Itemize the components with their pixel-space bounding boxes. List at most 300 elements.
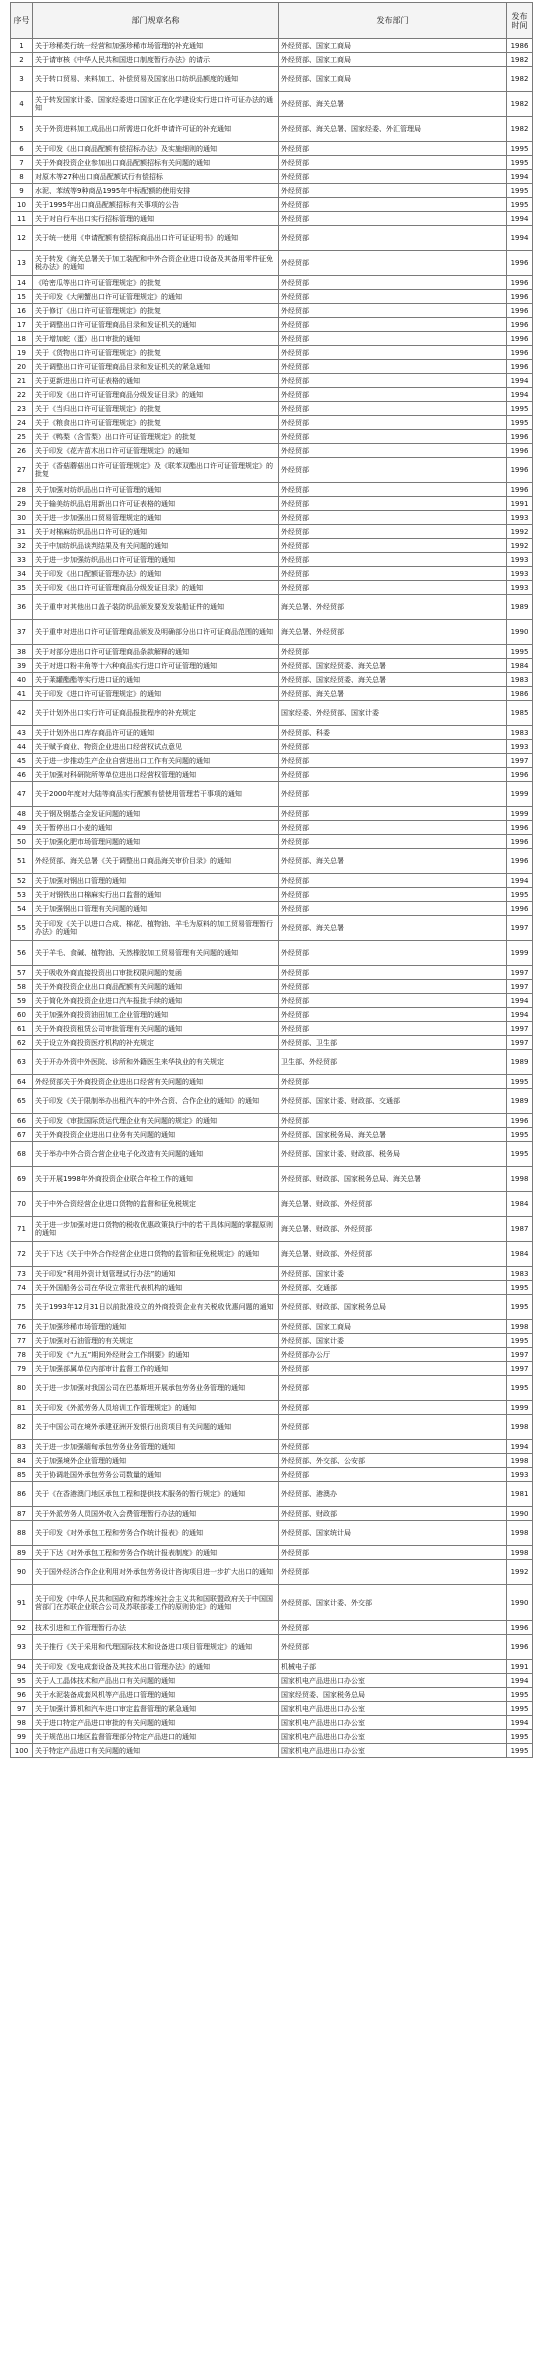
table-row — [11, 1401, 533, 1415]
row-number: 52 — [11, 874, 33, 888]
issuing-department: 外经贸部、海关总署、国家经委、外汇管理局 — [279, 117, 507, 142]
regulation-title: 关于印发《出口许可证管理商品分级发证目录》的通知 — [33, 581, 279, 595]
regulation-title: 关于印发《审批国际货运代理企业有关问题的规定》的通知 — [33, 1114, 279, 1128]
issuing-department: 外经贸部、科委 — [279, 726, 507, 740]
issuing-department: 外经贸部 — [279, 1114, 507, 1128]
row-number: 88 — [11, 1521, 33, 1546]
issuing-department: 外经贸部 — [279, 198, 507, 212]
row-number: 71 — [11, 1217, 33, 1242]
issue-year: 1993 — [507, 567, 533, 581]
issue-year: 1993 — [507, 581, 533, 595]
table-row — [11, 1730, 533, 1744]
row-number: 29 — [11, 497, 33, 511]
regulation-title: 关于外资进料加工成品出口所需进口化纤申请许可证的补充通知 — [33, 117, 279, 142]
table-row — [11, 539, 533, 553]
table-row — [11, 595, 533, 620]
issuing-department: 外经贸部 — [279, 497, 507, 511]
table-row — [11, 1440, 533, 1454]
table-row — [11, 1560, 533, 1585]
issuing-department: 国家机电产品进出口办公室 — [279, 1716, 507, 1730]
issue-year: 1994 — [507, 1008, 533, 1022]
issue-year: 1996 — [507, 430, 533, 444]
table-row — [11, 525, 533, 539]
row-number: 39 — [11, 659, 33, 673]
regulation-title: 关于加强对钢出口管理的通知 — [33, 874, 279, 888]
table-header-row — [11, 3, 533, 39]
row-number: 91 — [11, 1585, 33, 1621]
issuing-department: 外经贸部 — [279, 1401, 507, 1415]
issuing-department: 外经贸部、国家计委 — [279, 1267, 507, 1281]
issue-year: 1994 — [507, 212, 533, 226]
table-row — [11, 1036, 533, 1050]
issue-year: 1981 — [507, 1482, 533, 1507]
table-row — [11, 807, 533, 821]
row-number: 18 — [11, 332, 33, 346]
issue-year: 1994 — [507, 1440, 533, 1454]
row-number: 84 — [11, 1454, 33, 1468]
issuing-department: 外经贸部、国家工商局 — [279, 53, 507, 67]
table-row — [11, 1546, 533, 1560]
row-number: 46 — [11, 768, 33, 782]
row-number: 58 — [11, 980, 33, 994]
issuing-department: 外经贸部 — [279, 346, 507, 360]
row-number: 53 — [11, 888, 33, 902]
issuing-department: 外经贸部 — [279, 1560, 507, 1585]
issue-year: 1996 — [507, 251, 533, 276]
row-number: 43 — [11, 726, 33, 740]
table-row — [11, 430, 533, 444]
issuing-department: 国家机电产品进出口办公室 — [279, 1730, 507, 1744]
issue-year: 1996 — [507, 290, 533, 304]
issuing-department: 外经贸部、财政部、国家税务总局 — [279, 1295, 507, 1320]
row-number: 1 — [11, 39, 33, 53]
regulation-title: 外经贸部、海关总署《关于调整出口商品海关审价目录》的通知 — [33, 849, 279, 874]
regulation-title: 关于对部分进出口许可证管理商品条款解释的通知 — [33, 645, 279, 659]
issue-year: 1992 — [507, 525, 533, 539]
regulation-title: 关于印发《关于以进口合成、棉花、植物油、羊毛为原料的加工贸易管理暂行办法》的通知 — [33, 916, 279, 941]
issuing-department: 外经贸部 — [279, 290, 507, 304]
table-row — [11, 821, 533, 835]
issue-year: 1983 — [507, 1267, 533, 1281]
issue-year: 1990 — [507, 1585, 533, 1621]
issue-year: 1991 — [507, 497, 533, 511]
table-row — [11, 1454, 533, 1468]
row-number: 94 — [11, 1660, 33, 1674]
table-row — [11, 782, 533, 807]
table-row — [11, 483, 533, 497]
table-row — [11, 1334, 533, 1348]
row-number: 35 — [11, 581, 33, 595]
row-number: 23 — [11, 402, 33, 416]
header-year: 发布时间 — [507, 3, 533, 39]
regulation-title: 关于印发《中华人民共和国政府和苏维埃社会主义共和国联盟政府关于中国国营部门在苏联企业联合公司及苏联部委工作的原则协定》的通知 — [33, 1585, 279, 1621]
regulation-title: 关于推行《关于采用和代理国际技术和设备进口项目管理规定》的通知 — [33, 1635, 279, 1660]
regulation-title: 关于对钢铁出口棉麻实行出口监督的通知 — [33, 888, 279, 902]
issue-year: 1996 — [507, 318, 533, 332]
row-number: 86 — [11, 1482, 33, 1507]
issuing-department: 国家机电产品进出口办公室 — [279, 1702, 507, 1716]
table-row — [11, 1008, 533, 1022]
issue-year: 1990 — [507, 1507, 533, 1521]
issue-year: 1996 — [507, 304, 533, 318]
table-row — [11, 581, 533, 595]
row-number: 83 — [11, 1440, 33, 1454]
issue-year: 1995 — [507, 416, 533, 430]
regulation-title: 关于莱罐酯酯等实行进口证的通知 — [33, 673, 279, 687]
row-number: 96 — [11, 1688, 33, 1702]
issuing-department: 外经贸部 — [279, 1022, 507, 1036]
row-number: 60 — [11, 1008, 33, 1022]
regulation-title: 关于进一步加强对进口货物的税收优惠政策执行中的若干具体问题的掌握原则的通知 — [33, 1217, 279, 1242]
regulation-title: 关于开办外资中外医院、诊所和外籍医生来华执业的有关规定 — [33, 1050, 279, 1075]
row-number: 51 — [11, 849, 33, 874]
regulation-title: 关于计划外出口库存商品许可证的通知 — [33, 726, 279, 740]
regulation-title: 关于印发《外派劳务人员培训工作管理规定》的通知 — [33, 1401, 279, 1415]
row-number: 59 — [11, 994, 33, 1008]
regulation-title: 关于转口贸易、来料加工、补偿贸易及国家出口纺织品额度的通知 — [33, 67, 279, 92]
row-number: 9 — [11, 184, 33, 198]
issue-year: 1995 — [507, 1128, 533, 1142]
issue-year: 1995 — [507, 1744, 533, 1758]
table-row — [11, 1192, 533, 1217]
issuing-department: 外经贸部 — [279, 645, 507, 659]
regulation-title: 关于加强对石油管理的有关规定 — [33, 1334, 279, 1348]
issuing-department: 外经贸部 — [279, 402, 507, 416]
issue-year: 1995 — [507, 142, 533, 156]
issuing-department: 外经贸部、交通部 — [279, 1281, 507, 1295]
regulation-title: 关于印发《大闸蟹出口许可证管理规定》的通知 — [33, 290, 279, 304]
issuing-department: 外经贸部、国家计委、外交部 — [279, 1585, 507, 1621]
table-row — [11, 687, 533, 701]
table-row — [11, 1521, 533, 1546]
regulation-title: 关于规范出口地区监督管理部分特定产品进口的通知 — [33, 1730, 279, 1744]
issuing-department: 外经贸部 — [279, 994, 507, 1008]
row-number: 54 — [11, 902, 33, 916]
regulation-title: 关于进口特定产品进口审批的有关问题的通知 — [33, 1716, 279, 1730]
regulation-title: 关于加强部属单位内部审计监督工作的通知 — [33, 1362, 279, 1376]
issue-year: 1994 — [507, 1674, 533, 1688]
issuing-department: 外经贸部、卫生部 — [279, 1036, 507, 1050]
issuing-department: 海关总署、外经贸部 — [279, 620, 507, 645]
issue-year: 1999 — [507, 782, 533, 807]
regulation-title: 关于《在香港澳门地区承包工程和提供技术服务的暂行规定》的通知 — [33, 1482, 279, 1507]
table-row — [11, 1376, 533, 1401]
regulation-title: 关于吸收外商直接投资出口审批权限问题的复函 — [33, 966, 279, 980]
row-number: 13 — [11, 251, 33, 276]
row-number: 100 — [11, 1744, 33, 1758]
issue-year: 1995 — [507, 198, 533, 212]
issue-year: 1996 — [507, 1114, 533, 1128]
table-row — [11, 1660, 533, 1674]
issuing-department: 外经贸部、国家工商局 — [279, 1320, 507, 1334]
issuing-department: 外经贸部、海关总署 — [279, 916, 507, 941]
issuing-department: 海关总署、外经贸部 — [279, 595, 507, 620]
regulation-title: 关于加强计算机和汽车进口审定监督管理的紧急通知 — [33, 1702, 279, 1716]
row-number: 81 — [11, 1401, 33, 1415]
table-body — [11, 39, 533, 1758]
issuing-department: 外经贸部 — [279, 1376, 507, 1401]
regulation-title: 关于外国船务公司在华设立常驻代表机构的通知 — [33, 1281, 279, 1295]
row-number: 4 — [11, 92, 33, 117]
regulation-title: 关于加强对科研院所等单位进出口经营权管理的通知 — [33, 768, 279, 782]
row-number: 78 — [11, 1348, 33, 1362]
regulation-title: 关于中外合资经营企业进口货物的监督和征免税规定 — [33, 1192, 279, 1217]
table-row — [11, 497, 533, 511]
issue-year: 1997 — [507, 980, 533, 994]
issue-year: 1982 — [507, 117, 533, 142]
issuing-department: 机械电子部 — [279, 1660, 507, 1674]
issue-year: 1995 — [507, 1281, 533, 1295]
regulation-title: 关于《鸭梨（含雪梨）出口许可证管理规定》的批复 — [33, 430, 279, 444]
table-row — [11, 67, 533, 92]
issuing-department: 外经贸部 — [279, 483, 507, 497]
issue-year: 1996 — [507, 346, 533, 360]
issue-year: 1993 — [507, 511, 533, 525]
table-row — [11, 754, 533, 768]
regulation-title: 关于国外经济合作企业利用对外承包劳务设计咨询项目进一步扩大出口的通知 — [33, 1560, 279, 1585]
table-row — [11, 902, 533, 916]
issue-year: 1998 — [507, 1454, 533, 1468]
regulation-title: 关于《货物出口许可证管理规定》的批复 — [33, 346, 279, 360]
row-number: 95 — [11, 1674, 33, 1688]
regulation-title: 关于珍稀类行统一经营和加强珍稀市场管理的补充通知 — [33, 39, 279, 53]
table-row — [11, 1621, 533, 1635]
issuing-department: 外经贸部 — [279, 170, 507, 184]
regulation-title: 关于简化外商投资企业进口汽车报批手续的通知 — [33, 994, 279, 1008]
table-row — [11, 170, 533, 184]
issue-year: 1989 — [507, 1089, 533, 1114]
table-row — [11, 1674, 533, 1688]
regulation-title: 关于调整出口许可证管理商品目录和发证机关的紧急通知 — [33, 360, 279, 374]
issue-year: 1996 — [507, 902, 533, 916]
row-number: 34 — [11, 567, 33, 581]
issuing-department: 外经贸部、海关总署 — [279, 849, 507, 874]
regulation-title: 关于加强外商投资油田加工企业管理的通知 — [33, 1008, 279, 1022]
issue-year: 1997 — [507, 966, 533, 980]
issuing-department: 外经贸部 — [279, 754, 507, 768]
table-row — [11, 1482, 533, 1507]
issue-year: 1984 — [507, 1242, 533, 1267]
row-number: 70 — [11, 1192, 33, 1217]
table-row — [11, 1167, 533, 1192]
issuing-department: 外经贸部 — [279, 318, 507, 332]
issue-year: 1986 — [507, 39, 533, 53]
regulation-title: 关于对棉麻纺织品出口许可证的通知 — [33, 525, 279, 539]
regulation-title: 关于印发《出口配额证管理办法》的通知 — [33, 567, 279, 581]
row-number: 30 — [11, 511, 33, 525]
issue-year: 1994 — [507, 994, 533, 1008]
issuing-department: 外经贸部 — [279, 1635, 507, 1660]
row-number: 92 — [11, 1621, 33, 1635]
issuing-department: 外经贸部、国家计委 — [279, 1334, 507, 1348]
row-number: 33 — [11, 553, 33, 567]
regulation-title: 关于外商投资租赁公司审批管理有关问题的通知 — [33, 1022, 279, 1036]
issue-year: 1997 — [507, 1036, 533, 1050]
table-row — [11, 1507, 533, 1521]
regulation-title: 关于加强境外企业管理的通知 — [33, 1454, 279, 1468]
issue-year: 1994 — [507, 874, 533, 888]
regulation-title: 关于转发国家计委、国家经委进口国家正在化学建设实行进口许可证办法的通知 — [33, 92, 279, 117]
regulation-title: 关于印发“利用外资计划管理试行办法”的通知 — [33, 1267, 279, 1281]
table-row — [11, 184, 533, 198]
row-number: 90 — [11, 1560, 33, 1585]
header-title: 部门规章名称 — [33, 3, 279, 39]
issuing-department: 外经贸部 — [279, 1621, 507, 1635]
issuing-department: 外经贸部 — [279, 1075, 507, 1089]
row-number: 65 — [11, 1089, 33, 1114]
issuing-department: 外经贸部 — [279, 226, 507, 251]
issue-year: 1993 — [507, 1468, 533, 1482]
issuing-department: 外经贸部 — [279, 807, 507, 821]
table-row — [11, 53, 533, 67]
issue-year: 1985 — [507, 701, 533, 726]
table-row — [11, 941, 533, 966]
regulation-title: 关于统一使用《申请配额有偿招标商品出口许可证证明书》的通知 — [33, 226, 279, 251]
issue-year: 1995 — [507, 645, 533, 659]
regulation-title: 关于印发《出口商品配额有偿招标办法》及实施细则的通知 — [33, 142, 279, 156]
regulation-title: 关于转发《海关总署关于加工装配和中外合资企业进口设备及其备用零件征免税办法》的通知 — [33, 251, 279, 276]
table-row — [11, 673, 533, 687]
issuing-department: 外经贸部、财政部 — [279, 1507, 507, 1521]
issuing-department: 外经贸部 — [279, 374, 507, 388]
issuing-department: 外经贸部 — [279, 941, 507, 966]
issuing-department: 外经贸部 — [279, 251, 507, 276]
issue-year: 1997 — [507, 1022, 533, 1036]
table-row — [11, 980, 533, 994]
regulation-title: 关于《当归出口许可证管理规定》的批复 — [33, 402, 279, 416]
issue-year: 1991 — [507, 1660, 533, 1674]
table-row — [11, 1242, 533, 1267]
row-number: 15 — [11, 290, 33, 304]
issuing-department: 外经贸部 — [279, 768, 507, 782]
issuing-department: 外经贸部 — [279, 444, 507, 458]
issuing-department: 海关总署、财政部、外经贸部 — [279, 1242, 507, 1267]
issue-year: 1994 — [507, 388, 533, 402]
table-row — [11, 1142, 533, 1167]
regulation-title: 关于暂停出口小麦的通知 — [33, 821, 279, 835]
issue-year: 1994 — [507, 374, 533, 388]
issuing-department: 外经贸部 — [279, 458, 507, 483]
table-row — [11, 994, 533, 1008]
issuing-department: 外经贸部 — [279, 430, 507, 444]
regulation-title: 关于外派劳务人员国外收入会费管理暂行办法的通知 — [33, 1507, 279, 1521]
row-number: 12 — [11, 226, 33, 251]
regulation-title: 关于外商投资企业进出口业务有关问题的通知 — [33, 1128, 279, 1142]
issuing-department: 外经贸部 — [279, 539, 507, 553]
row-number: 56 — [11, 941, 33, 966]
issuing-department: 外经贸部 — [279, 980, 507, 994]
row-number: 87 — [11, 1507, 33, 1521]
row-number: 50 — [11, 835, 33, 849]
row-number: 31 — [11, 525, 33, 539]
regulation-title: 关于重申对其他出口盖子装防织品颁发要发发装船证件的通知 — [33, 595, 279, 620]
regulation-title: 关于印发《关于限制举办出租汽车的中外合资、合作企业的通知》的通知 — [33, 1089, 279, 1114]
table-row — [11, 1362, 533, 1376]
issue-year: 1983 — [507, 726, 533, 740]
row-number: 44 — [11, 740, 33, 754]
issuing-department: 外经贸部 — [279, 581, 507, 595]
row-number: 7 — [11, 156, 33, 170]
issuing-department: 外经贸部 — [279, 1415, 507, 1440]
issue-year: 1993 — [507, 553, 533, 567]
table-row — [11, 659, 533, 673]
regulation-title: 关于对自行车出口实行招标管理的通知 — [33, 212, 279, 226]
issue-year: 1995 — [507, 184, 533, 198]
issuing-department: 外经贸部办公厅 — [279, 1348, 507, 1362]
issue-year: 1996 — [507, 849, 533, 874]
regulation-title: 关于下达《对外承包工程和劳务合作统计报表制度》的通知 — [33, 1546, 279, 1560]
row-number: 36 — [11, 595, 33, 620]
issue-year: 1997 — [507, 1348, 533, 1362]
regulation-title: 关于修订《出口许可证管理规定》的批复 — [33, 304, 279, 318]
table-row — [11, 1348, 533, 1362]
row-number: 28 — [11, 483, 33, 497]
table-row — [11, 849, 533, 874]
issuing-department: 外经贸部 — [279, 1362, 507, 1376]
issue-year: 1992 — [507, 1560, 533, 1585]
regulation-title: 关于增加蛇（蛋）出口审批的通知 — [33, 332, 279, 346]
regulation-title: 关于羊毛、食碱、植物油、天然橡胶加工贸易管理有关问题的通知 — [33, 941, 279, 966]
regulation-title: 关于1995年出口商品配额招标有关事项的公告 — [33, 198, 279, 212]
issue-year: 1983 — [507, 673, 533, 687]
issuing-department: 外经贸部 — [279, 156, 507, 170]
issuing-department: 国家机电产品进出口办公室 — [279, 1744, 507, 1758]
issuing-department: 外经贸部 — [279, 966, 507, 980]
issue-year: 1995 — [507, 888, 533, 902]
regulation-title: 关于进一步加强缅甸承包劳务业务管理的通知 — [33, 1440, 279, 1454]
table-row — [11, 458, 533, 483]
regulation-title: 关于进一步推动生产企业自营进出口工作有关问题的通知 — [33, 754, 279, 768]
table-row — [11, 332, 533, 346]
issue-year: 1994 — [507, 226, 533, 251]
row-number: 24 — [11, 416, 33, 430]
table-row — [11, 768, 533, 782]
row-number: 66 — [11, 1114, 33, 1128]
regulation-title: 关于印发《对外承包工程和劳务合作统计报表》的通知 — [33, 1521, 279, 1546]
issuing-department: 外经贸部 — [279, 567, 507, 581]
row-number: 69 — [11, 1167, 33, 1192]
header-no: 序号 — [11, 3, 33, 39]
regulation-title: 关于人工晶体技术和产品出口有关问题的通知 — [33, 1674, 279, 1688]
table-row — [11, 444, 533, 458]
row-number: 73 — [11, 1267, 33, 1281]
table-row — [11, 142, 533, 156]
issue-year: 1995 — [507, 1295, 533, 1320]
row-number: 38 — [11, 645, 33, 659]
issue-year: 1996 — [507, 360, 533, 374]
table-row — [11, 156, 533, 170]
table-row — [11, 874, 533, 888]
issuing-department: 外经贸部 — [279, 525, 507, 539]
regulation-title: 关于钢及钢基合金发证问题的通知 — [33, 807, 279, 821]
table-row — [11, 888, 533, 902]
table-row — [11, 1295, 533, 1320]
table-row — [11, 726, 533, 740]
regulation-title: 关于设立外商投资医疗机构的补充规定 — [33, 1036, 279, 1050]
row-number: 14 — [11, 276, 33, 290]
table-row — [11, 304, 533, 318]
issuing-department: 外经贸部 — [279, 902, 507, 916]
regulation-title: 技术引进和工作管理暂行办法 — [33, 1621, 279, 1635]
table-row — [11, 416, 533, 430]
issue-year: 1999 — [507, 807, 533, 821]
row-number: 67 — [11, 1128, 33, 1142]
issue-year: 1996 — [507, 332, 533, 346]
row-number: 20 — [11, 360, 33, 374]
row-number: 17 — [11, 318, 33, 332]
issue-year: 1995 — [507, 1730, 533, 1744]
regulation-title: 《哈密瓜等出口许可证管理规定》的批复 — [33, 276, 279, 290]
